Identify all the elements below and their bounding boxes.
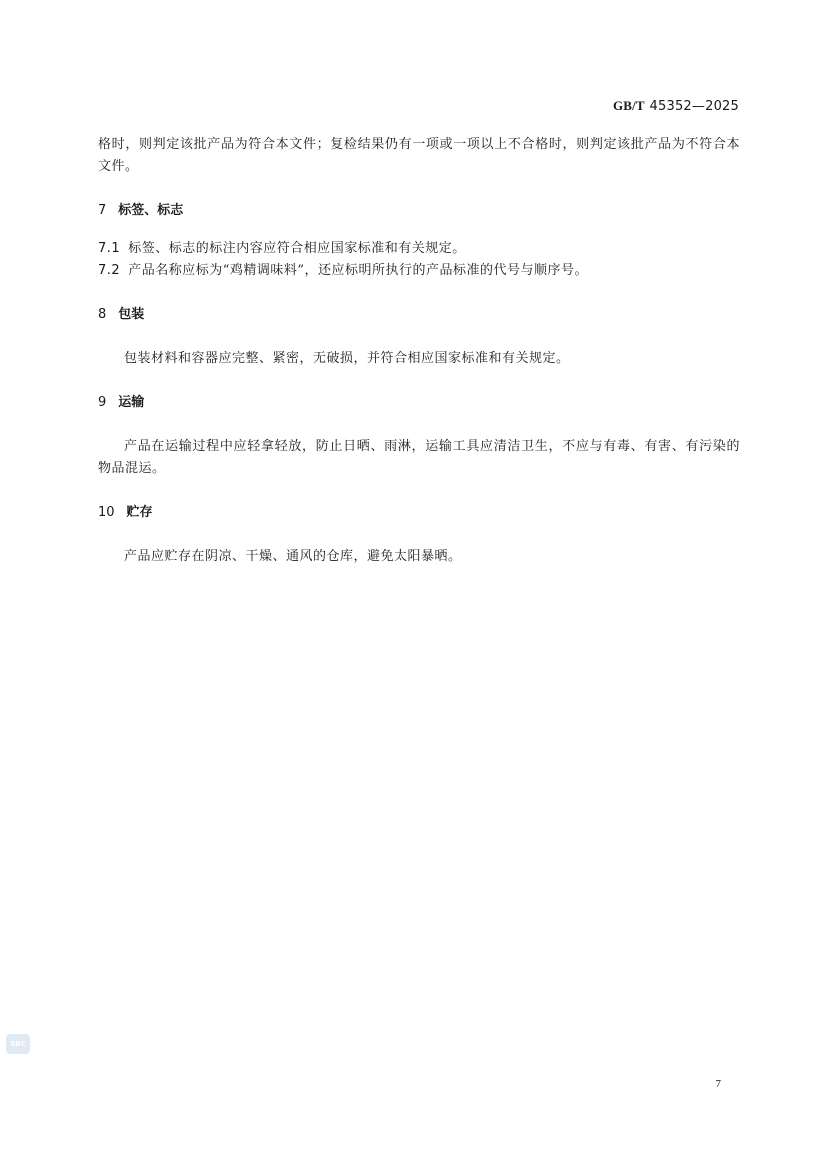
- section-10-text: 产品应贮存在阴凉、干燥、通风的仓库，避免太阳暴晒。: [124, 549, 462, 564]
- clause-text: 产品名称应标为“鸡精调味料”，还应标明所执行的产品标准的代号与顺序号。: [128, 263, 588, 278]
- clause-text: 标签、标志的标注内容应符合相应国家标准和有关规定。: [128, 241, 466, 256]
- section-title: 运输: [118, 395, 145, 410]
- section-title: 贮存: [126, 505, 153, 520]
- section-9-heading: [98, 392, 740, 414]
- standard-number: 45352—2025: [649, 99, 739, 114]
- standard-prefix: GB/T: [612, 98, 645, 113]
- clause-7-1: [98, 238, 740, 260]
- section-9-text: 产品在运输过程中应轻拿轻放，防止日晒、雨淋，运输工具应清洁卫生，不应与有毒、有害、有污染的物品混运。: [98, 439, 740, 476]
- section-title: 标签、标志: [118, 203, 184, 218]
- section-number: 8: [98, 307, 107, 322]
- section-8-heading: [98, 304, 740, 326]
- clause-7-2: [98, 260, 740, 282]
- document-body: [98, 134, 740, 568]
- page-number: 7: [715, 1078, 721, 1090]
- clause-number: 7.2: [98, 263, 121, 278]
- section-number: 9: [98, 395, 107, 410]
- section-number: 10: [98, 505, 115, 520]
- section-7-heading: [98, 200, 740, 222]
- clause-number: 7.1: [98, 241, 121, 256]
- section-8-text: 包装材料和容器应完整、紧密，无破损，并符合相应国家标准和有关规定。: [124, 351, 570, 366]
- section-10-heading: [98, 502, 740, 524]
- standard-code-header: [613, 98, 739, 114]
- continuation-paragraph: 格时，则判定该批产品为符合本文件；复检结果仍有一项或一项以上不合格时，则判定该批产品为不符合本文件。: [98, 137, 740, 174]
- section-title: 包装: [118, 307, 145, 322]
- watermark-logo-icon: SBC: [6, 1034, 30, 1054]
- section-number: 7: [98, 203, 107, 218]
